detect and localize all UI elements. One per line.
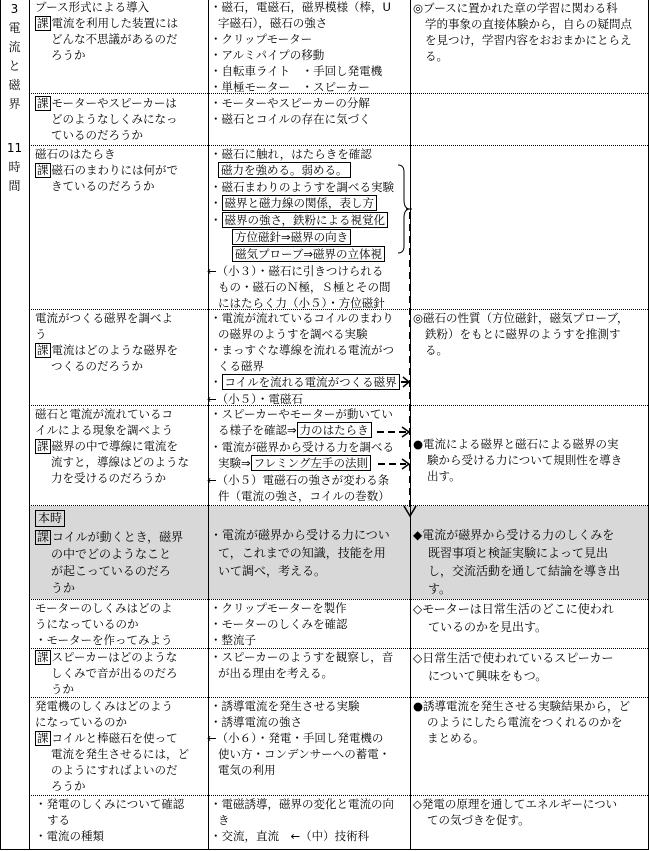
evaluation-cell — [410, 436, 648, 484]
boxed-keyword: フレミング左手の法則 — [251, 455, 371, 471]
content-item: き — [218, 813, 230, 827]
question-text: モーターやスピーカーは — [51, 96, 177, 110]
content-item: ・クリップモーターを製作 — [210, 601, 347, 615]
content-cell — [207, 649, 410, 681]
boxed-keyword: 磁界の強さ，鉄粉による視覚化 — [222, 212, 389, 228]
evaluation-text: を見つけ，学習内容をおおまかにとらえ — [425, 33, 632, 47]
activity-cell — [32, 95, 208, 143]
prior-learning-note: ←（小５）電磁石の強さが変わる条 — [207, 473, 390, 487]
content-item: ・電流が磁界から受ける力につい — [210, 528, 390, 542]
evaluation-text: 学的事象の直接体験から，自らの疑問点 — [425, 17, 632, 31]
hours-char: 間 — [8, 179, 21, 193]
content-item: ・スピーカーのようすを観察し，音 — [210, 650, 394, 664]
content-item: て，これまでの知識，技能を用 — [218, 546, 386, 560]
activity-cell — [32, 510, 208, 597]
boxed-keyword: コイルを流れる電流がつくる磁界 — [222, 374, 400, 390]
activity-title: ・電流の種類 — [35, 829, 104, 843]
activity-cell — [32, 698, 208, 794]
content-cell — [207, 526, 410, 580]
ka-badge: 課 — [37, 650, 49, 664]
content-item: が出る理由を考える。 — [218, 666, 333, 680]
ka-badge: 課 — [37, 439, 49, 453]
question-text: 磁石のまわりには何がで — [51, 163, 178, 177]
evaluation-text: る。 — [425, 49, 448, 63]
activity-title: 発電機のしくみはどのよう — [35, 699, 173, 713]
prior-learning-note: 件（電流の強さ，コイルの巻数） — [218, 489, 390, 503]
evaluation-text: ◇日常生活で使われているスピーカー — [413, 651, 614, 665]
activity-title: ブース形式による導入 — [35, 0, 150, 14]
question-text: しくみで音が出るのだろ — [51, 666, 178, 680]
content-item: ・まっすぐな導線を流れる電流がつ — [210, 343, 394, 357]
evaluation-text: について興味をもつ。 — [428, 669, 548, 683]
evaluation-cell — [410, 796, 648, 828]
chapter-char: 界 — [8, 97, 21, 111]
question-text: うか — [51, 682, 74, 696]
evaluation-text: ているのかを見出す。 — [428, 620, 548, 634]
question-text: が起こっているのだろ — [51, 564, 171, 578]
activity-cell — [32, 649, 208, 697]
content-item: の磁界のようすを調べる実験 — [218, 327, 368, 341]
content-cell — [207, 698, 410, 778]
content-item: ・磁石まわりのようすを調べる実験 — [210, 180, 394, 194]
evaluation-cell — [410, 0, 648, 64]
content-item: ・自転車ライト ・手回し発電機 — [210, 64, 383, 78]
column-divider — [29, 0, 30, 850]
content-cell: ・電流が流れているコイルのまわり の磁界のようすを調べる実験 ・まっすぐな導線を流れる電流がつ くる磁界 ・ コイルを流れる電流がつくる磁界 ←（小５）・電磁石 — [207, 310, 410, 407]
table-row — [29, 600, 648, 648]
content-cell — [207, 406, 410, 504]
row-divider — [29, 93, 648, 94]
question-text: 電流を利用した装置には — [51, 16, 178, 30]
content-item: ・電流が流れているコイルのまわり — [210, 311, 394, 325]
ka-badge: 課 — [37, 530, 50, 544]
content-item: ・整流子 — [210, 633, 256, 647]
question-text: ろうか — [51, 779, 86, 793]
ka-badge: 課 — [37, 343, 49, 357]
content-item: ・スピーカーやモーターが動いてい — [210, 407, 393, 421]
evaluation-text: まとめる。 — [427, 731, 485, 745]
activity-title: うになっているのか — [35, 617, 139, 631]
evaluation-text: す。 — [428, 582, 452, 596]
prior-learning-note: 使い方・コンデンサーへの蓄電・ — [218, 747, 391, 761]
ka-badge: 課 — [37, 163, 49, 177]
activity-title: ・発電のしくみについて確認 — [35, 797, 185, 811]
evaluation-text: ◎ブースに置かれた章の学習に関わる科 — [413, 1, 618, 15]
table-row — [29, 698, 648, 795]
question-text: のようにすればよいのだ — [51, 763, 178, 777]
activity-cell — [32, 600, 208, 648]
activity-cell — [32, 796, 208, 844]
boxed-keyword: 磁力を強める。弱める。 — [218, 162, 351, 178]
hours-number: 11 — [6, 141, 23, 155]
question-text: 磁界の中で導線に電流を — [51, 439, 178, 453]
activity-title: になっているのか — [35, 715, 127, 729]
prior-learning-note: にはたらく力（小５）・方位磁針 — [218, 296, 385, 310]
ka-badge: 課 — [37, 96, 49, 110]
content-item: ・交流，直流 ←（中）技術科 — [210, 829, 370, 843]
content-item: ・電流が磁界から受ける力を調べる — [210, 440, 394, 454]
question-text: うか — [51, 581, 76, 595]
evaluation-text: 鉄粉）をもとに磁界のようすを推測す — [425, 327, 621, 341]
chapter-char: 電 — [8, 21, 21, 35]
content-cell — [207, 600, 410, 648]
evaluation-text: 験から受ける力について規則性を導き — [427, 453, 623, 467]
hours-label — [0, 139, 29, 196]
boxed-keyword: 磁気プローブ⇒磁界の立体視 — [232, 246, 385, 262]
evaluation-cell — [410, 649, 648, 685]
question-text: スピーカーはどのような — [51, 650, 178, 664]
prior-learning-note: ←（小３）・磁石に引きつけられる — [207, 264, 384, 278]
table-border-left — [0, 0, 1, 850]
table-row-current-lesson — [29, 506, 648, 599]
content-item: ・単極モーター ・スピーカー — [210, 80, 370, 94]
table-row — [29, 796, 648, 849]
table-row — [29, 649, 648, 697]
activity-cell — [32, 146, 208, 194]
evaluation-text: ◎磁石の性質（方位磁針，磁気プローブ， — [413, 311, 629, 325]
boxed-keyword: 力のはたらき — [297, 422, 372, 438]
question-text: コイルが動くとき，磁界 — [52, 530, 184, 544]
content-cell — [207, 796, 410, 844]
activity-title: 磁石と電流が流れているコ — [35, 407, 173, 421]
content-item: 字磁石），磁石の強さ — [218, 16, 328, 30]
table-row — [29, 146, 648, 309]
question-text: 電流を発生させるには，ど — [51, 747, 189, 761]
question-text: 電流はどのような磁界を — [51, 343, 178, 357]
content-cell — [207, 0, 410, 95]
evaluation-text: ◇発電の原理を通してエネルギーについ — [413, 797, 618, 811]
activity-title: う — [35, 327, 47, 341]
evaluation-text: し，交流活動を通して結論を導き出 — [428, 564, 621, 578]
content-item: ・誘導電流を発生させる実験 — [210, 699, 360, 713]
question-text: ろうか — [51, 48, 86, 62]
boxed-keyword: 方位磁針⇒磁界の向き — [232, 229, 351, 245]
evaluation-text: る。 — [425, 343, 448, 357]
table-row — [29, 406, 648, 505]
content-item: くる磁界 — [218, 359, 264, 373]
chapter-char: 流 — [8, 40, 21, 54]
activity-cell — [32, 310, 208, 374]
table-row — [29, 0, 648, 93]
activity-cell — [32, 0, 208, 63]
activity-title: ・モーターを作ってみよう — [35, 633, 173, 647]
prior-learning-note: もの・磁石のＮ極，Ｓ極とその間 — [218, 280, 391, 294]
chapter-number: 3 — [10, 2, 19, 16]
boxed-keyword: 磁界と磁力線の関係，表し方 — [222, 195, 378, 211]
evaluation-text: ●誘導電流を発生させる実験結果から，ど — [413, 699, 631, 713]
question-text: どのようなしくみになっ — [51, 112, 178, 126]
content-item: ・磁石に触れ，はたらきを確認 — [210, 147, 372, 161]
activity-title: 磁石のはたらき — [35, 147, 116, 161]
evaluation-text: 出す。 — [427, 469, 461, 483]
question-text: 流すと，導線はどのような — [51, 455, 189, 469]
activity-title: する — [47, 813, 70, 827]
chapter-char: 磁 — [8, 78, 21, 92]
content-item: ・誘導電流の強さ — [210, 715, 302, 729]
content-item: 実験⇒ — [218, 456, 251, 470]
evaluation-cell — [410, 600, 648, 636]
question-text: どんな不思議があるのだ — [51, 32, 178, 46]
evaluation-cell — [410, 310, 648, 358]
evaluation-text: ●電流による磁界と磁石による磁界の実 — [413, 437, 619, 451]
content-item: ・電磁誘導，磁界の変化と電流の向 — [210, 797, 394, 811]
table-border-bottom — [0, 849, 648, 850]
question-text: ているのだろうか — [51, 128, 143, 142]
question-text: コイルと棒磁石を使って — [51, 731, 178, 745]
activity-cell — [32, 406, 208, 486]
table-row — [29, 310, 648, 405]
evaluation-text: ての気づきを促す。 — [427, 813, 530, 827]
content-item: ・アルミパイプの移動 — [210, 48, 325, 62]
column-divider — [410, 0, 411, 850]
evaluation-text: 既習事項と検証実験によって見出 — [428, 546, 609, 560]
content-cell — [207, 95, 410, 127]
content-cell: ・磁石に触れ，はたらきを確認 磁力を強める。弱める。 ・磁石まわりのようすを調べる実験 ・ 磁界と磁力線の関係，表し方 ・ 磁界の強さ，鉄粉による視覚化 方位磁針⇒磁界の向き 磁気プローブ⇒磁界の立体視 ←（小３）・磁石に引きつけられる もの・磁石のＮ極，Ｓ極とその間 にはたらく力（小５）・方位磁針 — [207, 146, 410, 311]
column-divider — [208, 0, 209, 850]
content-item: ・磁石とコイルの存在に気づく — [210, 112, 371, 126]
question-text: つくるのだろうか — [51, 359, 143, 373]
activity-title: 電流がつくる磁界を調べよ — [35, 311, 173, 325]
content-item: ・クリップモーター — [210, 32, 313, 46]
current-lesson-badge: 本時 — [35, 510, 65, 527]
prior-learning-note: ←（小５）・電磁石 — [207, 392, 303, 406]
content-item: ・モーターやスピーカーの分解 — [210, 96, 370, 110]
content-item: ・モーターのしくみを確認 — [210, 617, 348, 631]
activity-title: モーターのしくみはどのよ — [35, 601, 173, 615]
question-text: 力を受けるのだろうか — [51, 471, 166, 485]
question-text: の中でどのようなこと — [51, 547, 172, 561]
hours-char: 時 — [8, 160, 21, 174]
evaluation-text: ◆電流が磁界から受ける力のしくみを — [413, 528, 615, 542]
content-item: る様子を確認⇒ — [218, 423, 297, 437]
content-item: いて調べ，考える。 — [218, 564, 327, 578]
table-row — [29, 95, 648, 145]
prior-learning-note: ←（小６）・発電・手回し発電機の — [207, 731, 384, 745]
prior-learning-note: 電気の利用 — [218, 763, 276, 777]
evaluation-cell — [410, 526, 648, 598]
ka-badge: 課 — [37, 16, 49, 30]
question-text: きているのだろうか — [51, 179, 155, 193]
content-item: ・磁石，電磁石，磁界模様（棒，U — [210, 0, 391, 14]
chapter-label — [0, 0, 29, 114]
evaluation-text: ◇モーターは日常生活のどこに使われ — [413, 602, 614, 616]
activity-title: イルによる現象を調べよう — [35, 423, 173, 437]
chapter-char: と — [8, 59, 21, 73]
evaluation-cell — [410, 698, 648, 746]
evaluation-text: のようにしたら電流をつくれるのかを — [427, 715, 623, 729]
ka-badge: 課 — [37, 731, 49, 745]
